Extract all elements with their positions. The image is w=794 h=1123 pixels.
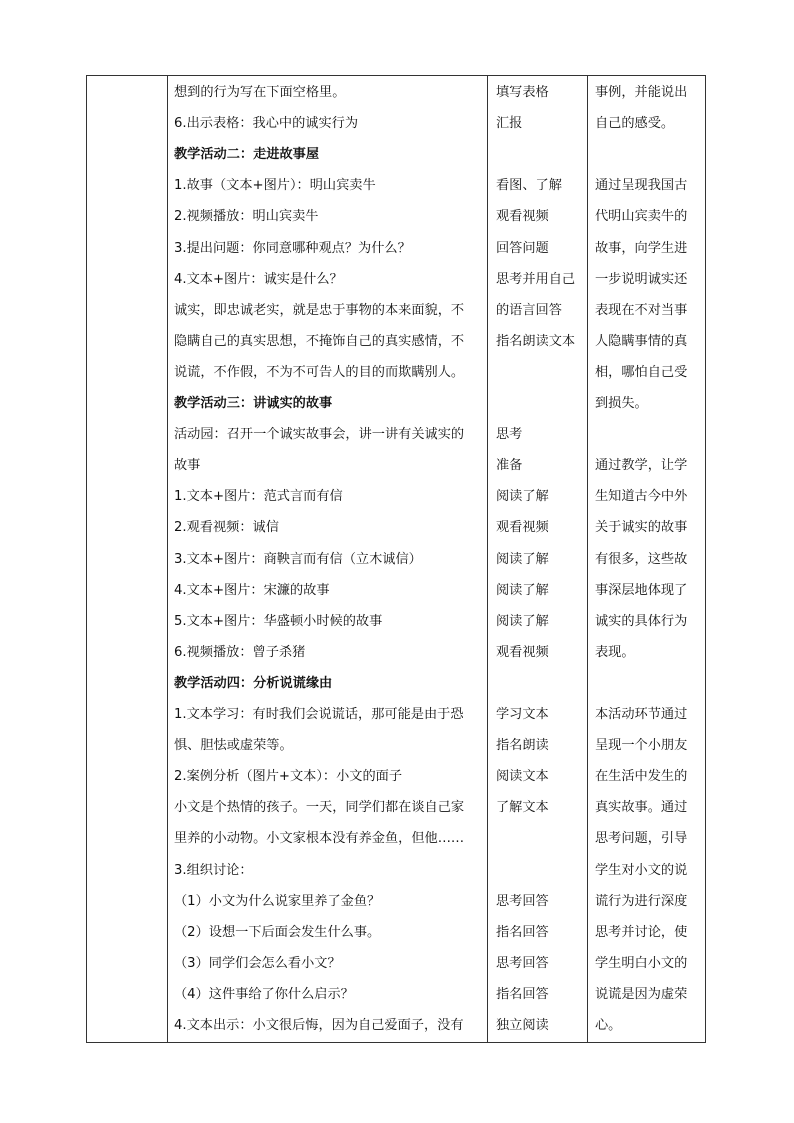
student-activity-line: 填写表格 (496, 85, 549, 100)
design-intent-line: 通过呈现我国古 (595, 178, 688, 194)
design-intent-line: 说谎是因为虚荣 (595, 986, 688, 1002)
design-intent-line: 在生活中发生的 (595, 769, 688, 785)
design-intent-line: 学生对小文的说 (595, 862, 688, 878)
design-intent-line: 关于诚实的故事 (595, 520, 688, 536)
design-intent-line: 一步说明诚实还 (595, 271, 688, 287)
student-activity-line: 阅读了解 (496, 613, 549, 629)
student-activity-line: 阅读了解 (496, 551, 549, 567)
student-activity-line: 独立阅读 (496, 1018, 549, 1033)
design-intent-line: 本活动环节通过 (595, 707, 688, 722)
student-activity-line: 阅读文本 (496, 769, 549, 785)
content-line: （4）这件事给了你什么启示？ (174, 986, 354, 1002)
content-line: 教学活动四：分析说谎缘由 (174, 675, 333, 691)
content-line: 惧、胆怯或虚荣等。 (174, 738, 293, 754)
content-line: 4.文本+图片：宋濂的故事 (174, 582, 330, 598)
student-activity-line: 思考回答 (496, 893, 549, 909)
content-line: 3.提出问题：你同意哪种观点？为什么？ (174, 240, 411, 256)
design-intent-line: 呈现一个小朋友 (595, 738, 688, 754)
content-line: 诚实，即忠诚老实，就是忠于事物的本来面貌，不 (174, 302, 465, 318)
student-activity-line: 指名朗读 (496, 738, 549, 754)
student-activity-line: 思考 (496, 427, 523, 443)
student-activity-line: 思考并用自己 (496, 271, 576, 287)
content-line: 1.文本+图片：范式言而有信 (174, 489, 343, 505)
student-activity-line: 了解文本 (496, 800, 549, 816)
student-activity-line: 观看视频 (496, 520, 549, 536)
student-activity-line: 观看视频 (496, 644, 549, 660)
design-intent-line: 表现。 (595, 644, 635, 660)
design-intent-line: 事例，并能说出 (595, 85, 688, 100)
lesson-plan-table (86, 75, 706, 1043)
design-intent-line: 相，哪怕自己受 (595, 364, 688, 380)
content-line: 教学活动二：走进故事屋 (174, 147, 320, 163)
content-line: 5.文本+图片：华盛顿小时候的故事 (174, 613, 383, 629)
content-line: （2）设想一下后面会发生什么事。 (174, 924, 381, 940)
column-divider (167, 76, 168, 1042)
content-line: 1.文本学习：有时我们会说谎话，那可能是由于恐 (174, 707, 464, 722)
content-line: 1.故事（文本+图片）：明山宾卖牛 (174, 178, 376, 194)
content-line: 说谎，不作假，不为不可告人的目的而欺瞒别人。 (174, 364, 465, 380)
column-divider (587, 76, 588, 1042)
student-activity-line: 观看视频 (496, 209, 549, 225)
content-line: 3.组织讨论： (174, 862, 253, 878)
design-intent-line: 有很多，这些故 (595, 551, 688, 567)
student-activity-line: 指名朗读文本 (496, 333, 576, 349)
student-activity-line: 指名回答 (496, 924, 549, 940)
design-intent-line: 人隐瞒事情的真 (595, 333, 688, 349)
content-line: （3）同学们会怎么看小文？ (174, 955, 341, 971)
design-intent-line: 自己的感受。 (595, 116, 675, 132)
content-line: 6.出示表格：我心中的诚实行为 (174, 116, 359, 132)
content-line: 故事 (174, 458, 201, 474)
student-activity-line: 的语言回答 (496, 302, 562, 318)
content-line: 里养的小动物。小文家根本没有养金鱼，但他…… (174, 831, 465, 847)
student-activity-line: 思考回答 (496, 955, 549, 971)
design-intent-line: 谎行为进行深度 (595, 893, 688, 909)
content-line: 想到的行为写在下面空格里。 (174, 85, 346, 100)
content-line: 4.文本出示：小文很后悔，因为自己爱面子，没有 (174, 1018, 464, 1033)
design-intent-line: 思考问题，引导 (595, 831, 688, 847)
design-intent-line: 心。 (595, 1018, 622, 1033)
design-intent-line: 事深层地体现了 (595, 582, 688, 598)
design-intent-line: 思考并讨论，使 (595, 924, 688, 940)
design-intent-line: 故事，向学生进 (595, 240, 688, 256)
student-activity-line: 回答问题 (496, 240, 549, 256)
design-intent-line: 学生明白小文的 (595, 955, 688, 971)
content-line: （1）小文为什么说家里养了金鱼？ (174, 893, 381, 909)
content-line: 隐瞒自己的真实思想，不掩饰自己的真实感情，不 (174, 333, 465, 349)
student-activity-line: 看图、了解 (496, 178, 562, 194)
student-activity-line: 学习文本 (496, 707, 549, 722)
design-intent-line: 诚实的具体行为 (595, 613, 688, 629)
student-activity-line: 指名回答 (496, 986, 549, 1002)
content-line: 教学活动三：讲诚实的故事 (174, 396, 333, 411)
content-line: 2.视频播放：明山宾卖牛 (174, 209, 319, 225)
content-line: 小文是个热情的孩子。一天，同学们都在谈自己家 (174, 800, 465, 816)
content-line: 6.视频播放：曾子杀猪 (174, 644, 306, 660)
column-divider (487, 76, 488, 1042)
design-intent-line: 表现在不对当事 (595, 302, 688, 318)
content-line: 3.文本+图片：商鞅言而有信（立木诚信） (174, 551, 422, 567)
content-line: 4.文本+图片：诚实是什么？ (174, 271, 343, 287)
content-line: 2.观看视频：诚信 (174, 520, 279, 536)
student-activity-line: 阅读了解 (496, 489, 549, 505)
content-line: 2.案例分析（图片+文本）：小文的面子 (174, 769, 403, 785)
design-intent-line: 生知道古今中外 (595, 489, 688, 505)
design-intent-line: 到损失。 (595, 396, 648, 411)
student-activity-line: 阅读了解 (496, 582, 549, 598)
design-intent-line: 通过教学，让学 (595, 458, 688, 474)
content-line: 活动园：召开一个诚实故事会，讲一讲有关诚实的 (174, 427, 465, 443)
design-intent-line: 代明山宾卖牛的 (595, 209, 688, 225)
student-activity-line: 准备 (496, 458, 523, 474)
student-activity-line: 汇报 (496, 116, 523, 132)
design-intent-line: 真实故事。通过 (595, 800, 688, 816)
